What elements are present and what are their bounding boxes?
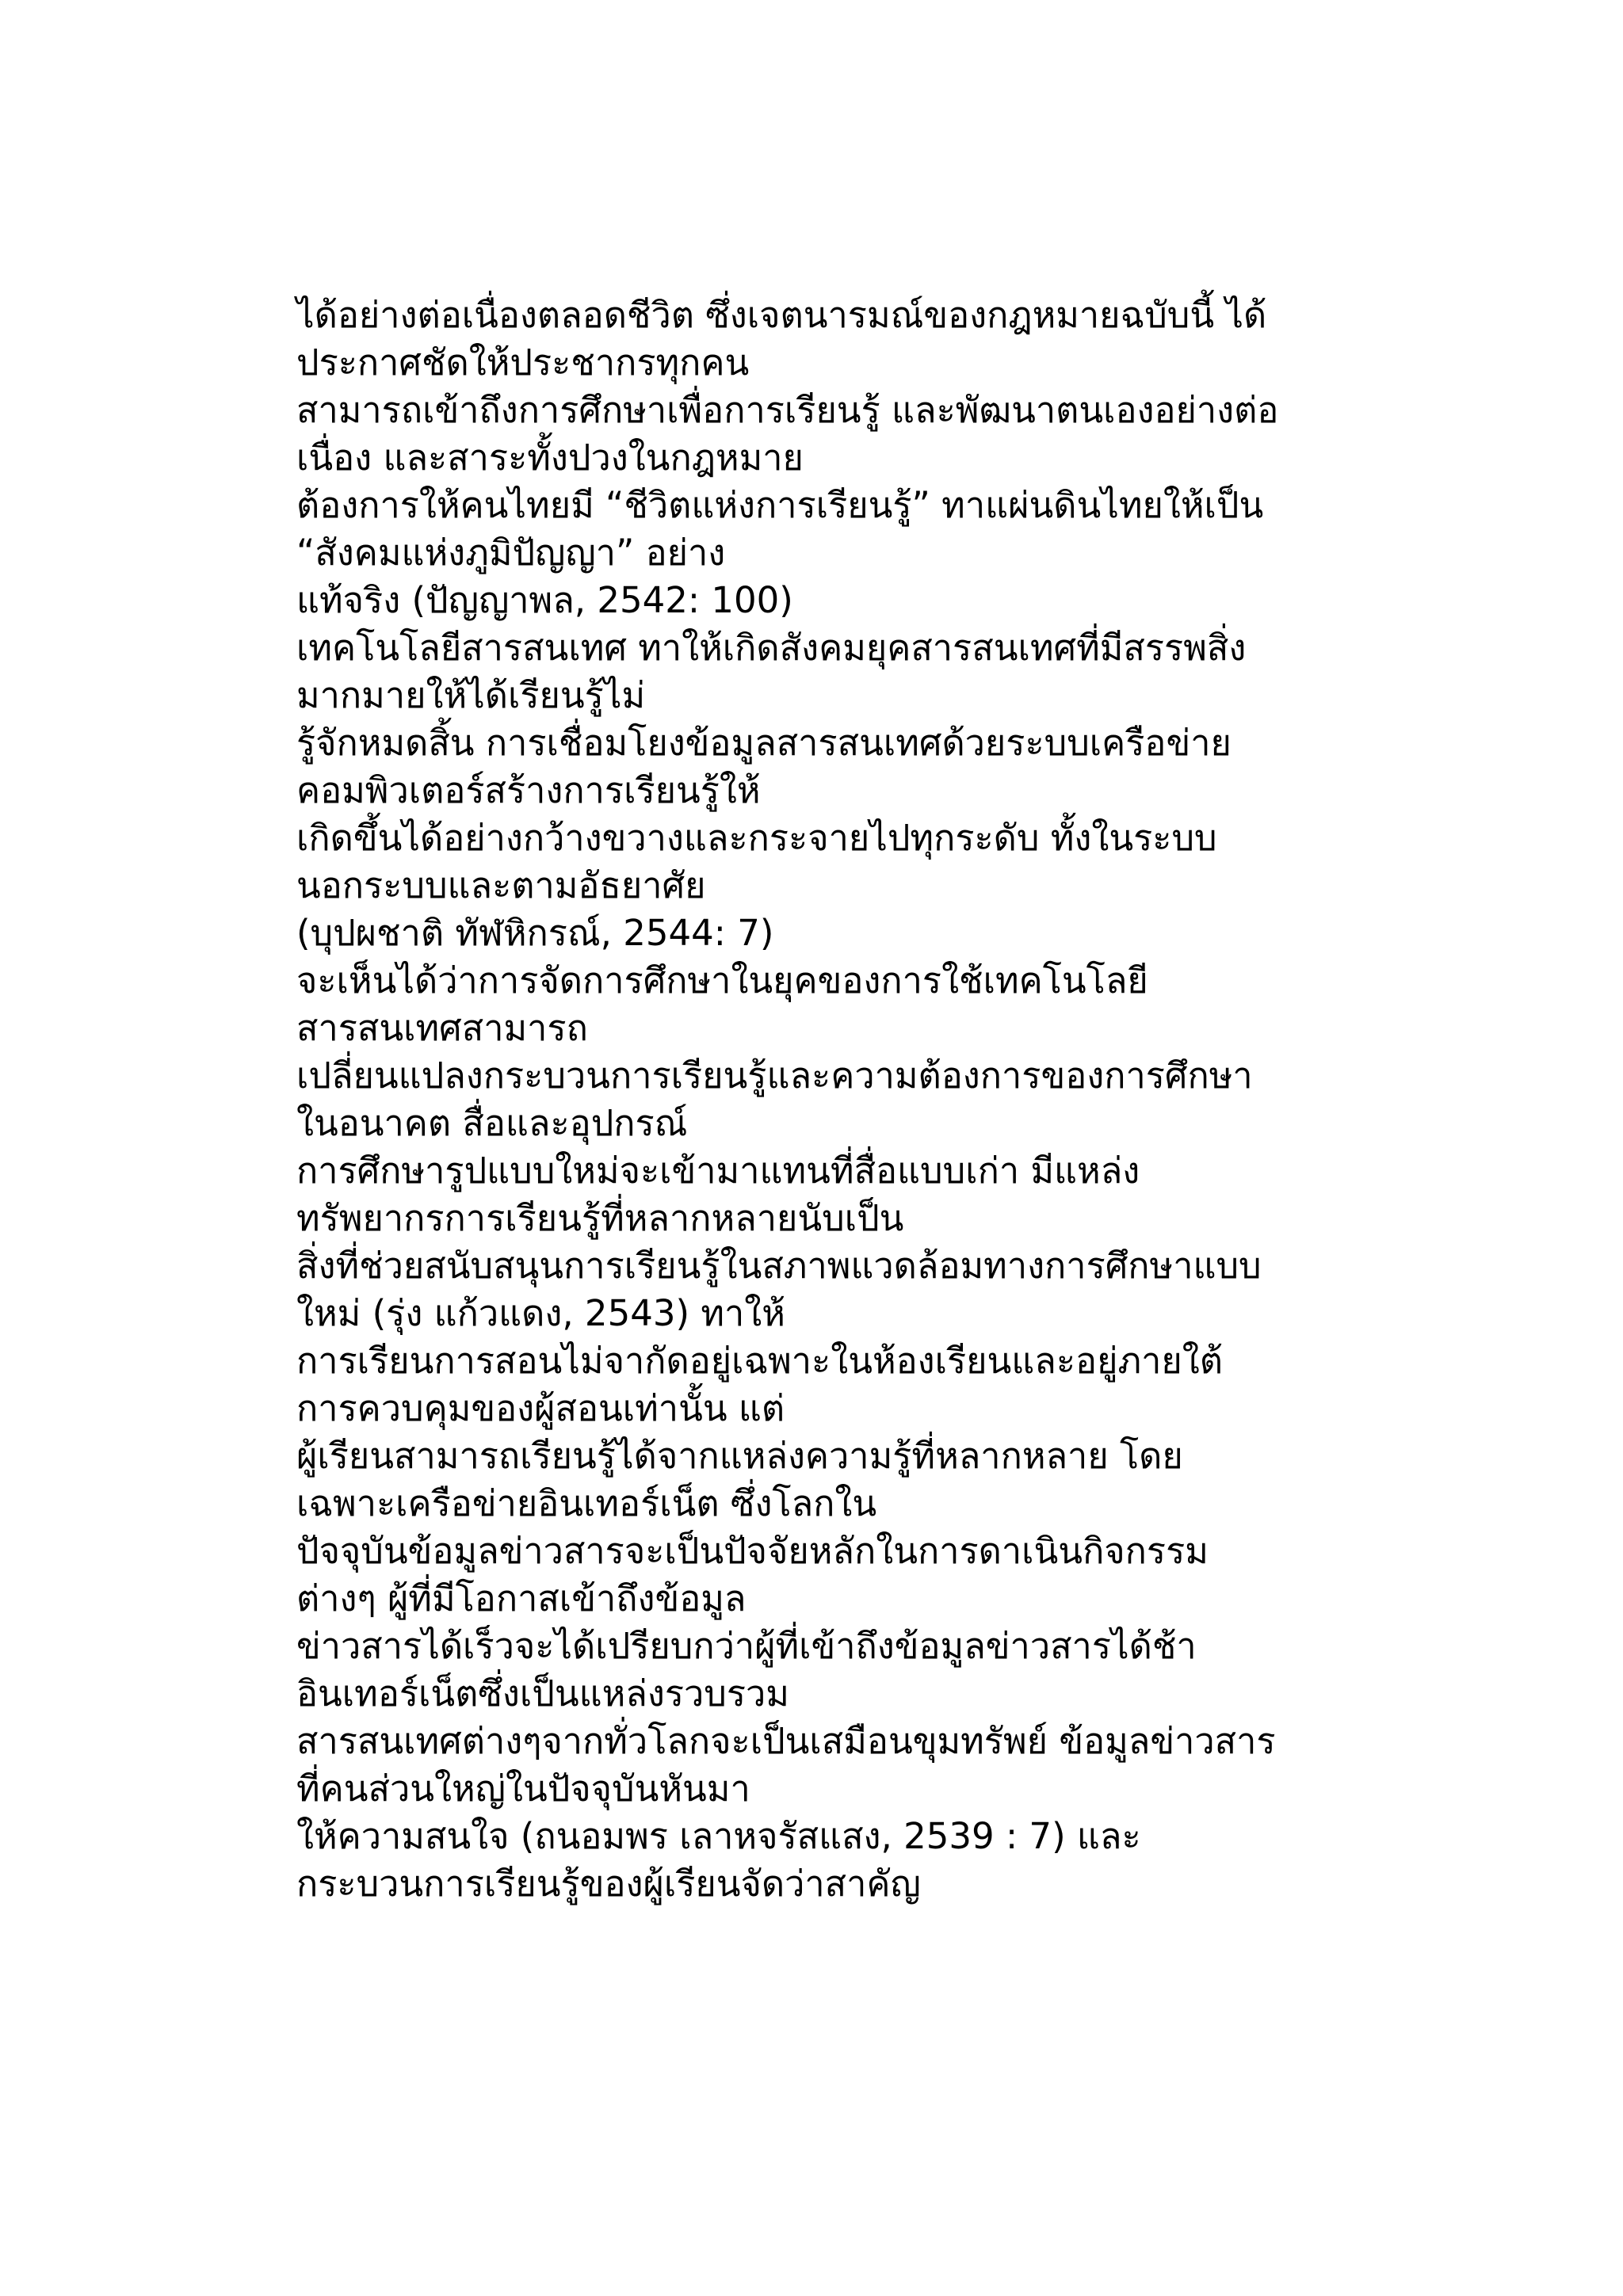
text-line-5: ต้องการให้คนไทยมี “ชีวิตแห่งการเรียนรู้” ทาแผ่นดินไทยให้เป็น	[296, 484, 1264, 526]
text-line-14: (บุปผชาติ ทัฬหิกรณ์, 2544: 7)	[296, 912, 774, 954]
text-line-25: ผู้เรียนสามารถเรียนรู้ได้จากแหล่งความรู้ที่หลากหลาย โดย	[296, 1435, 1183, 1477]
text-line-7: แท้จริง (ปัญญาพล, 2542: 100)	[296, 579, 793, 621]
text-line-30: อินเทอร์เน็ตซึ่งเป็นแหล่งรวบรวม	[296, 1672, 789, 1714]
text-line-21: สิ่งที่ช่วยสนับสนุนการเรียนรู้ในสภาพแวดล้อมทางการศึกษาแบบ	[296, 1245, 1262, 1287]
text-line-10: รู้จักหมดสิ้น การเชื่อมโยงข้อมูลสารสนเทศด้วยระบบเครือข่าย	[296, 722, 1232, 764]
text-line-9: มากมายให้ได้เรียนรู้ไม่	[296, 674, 646, 716]
text-line-26: เฉพาะเครือข่ายอินเทอร์เน็ต ซึ่งโลกใน	[296, 1482, 877, 1524]
text-line-6: “สังคมแห่งภูมิปัญญา” อย่าง	[296, 532, 726, 574]
text-line-4: เนื่อง และสาระทั้งปวงในกฎหมาย	[296, 437, 804, 479]
text-line-23: การเรียนการสอนไม่จากัดอยู่เฉพาะในห้องเรียนและอยู่ภายใต้	[296, 1340, 1223, 1382]
text-line-22: ใหม่ (รุ่ง แก้วแดง, 2543) ทาให้	[296, 1292, 785, 1334]
text-line-13: นอกระบบและตามอัธยาศัย	[296, 864, 706, 906]
text-line-15: จะเห็นได้ว่าการจัดการศึกษาในยุคของการใช้เทคโนโลยี	[296, 959, 1148, 1001]
text-line-29: ข่าวสารได้เร็วจะได้เปรียบกว่าผู้ที่เข้าถึงข้อมูลข่าวสารได้ช้า	[296, 1625, 1197, 1667]
text-line-16: สารสนเทศสามารถ	[296, 1007, 588, 1049]
text-line-1: ได้อย่างต่อเนื่องตลอดชีวิต ซึ่งเจตนารมณ์ของกฎหมายฉบับนี้ ได้	[296, 294, 1267, 336]
text-line-11: คอมพิวเตอร์สร้างการเรียนรู้ให้	[296, 769, 761, 811]
text-line-27: ปัจจุบันข้อมูลข่าวสารจะเป็นปัจจัยหลักในการดาเนินกิจกรรม	[296, 1530, 1209, 1572]
text-line-24: การควบคุมของผู้สอนเท่านั้น แต่	[296, 1387, 785, 1429]
text-line-33: ให้ความสนใจ (ถนอมพร เลาหจรัสแสง, 2539 : 7) และ	[296, 1815, 1141, 1857]
text-line-17: เปลี่ยนแปลงกระบวนการเรียนรู้และความต้องการของการศึกษา	[296, 1055, 1253, 1097]
body-text	[296, 292, 1438, 1908]
text-line-31: สารสนเทศต่างๆจากทั่วโลกจะเป็นเสมือนขุมทรัพย์ ข้อมูลข่าวสาร	[296, 1720, 1276, 1762]
text-line-3: สามารถเข้าถึงการศึกษาเพื่อการเรียนรู้ และพัฒนาตนเองอย่างต่อ	[296, 389, 1279, 431]
text-line-20: ทรัพยากรการเรียนรู้ที่หลากหลายนับเป็น	[296, 1197, 904, 1239]
text-line-12: เกิดขึ้นได้อย่างกว้างขวางและกระจายไปทุกระดับ ทั้งในระบบ	[296, 817, 1217, 859]
text-line-18: ในอนาคต สื่อและอุปกรณ์	[296, 1102, 688, 1144]
text-line-19: การศึกษารูปแบบใหม่จะเข้ามาแทนที่สื่อแบบเก่า มีแหล่ง	[296, 1150, 1140, 1192]
text-line-32: ที่คนส่วนใหญ่ในปัจจุบันหันมา	[296, 1768, 750, 1810]
text-line-8: เทคโนโลยีสารสนเทศ ทาให้เกิดสังคมยุคสารสนเทศที่มีสรรพสิ่ง	[296, 627, 1247, 669]
text-line-28: ต่างๆ ผู้ที่มีโอกาสเข้าถึงข้อมูล	[296, 1577, 747, 1619]
text-line-34: กระบวนการเรียนรู้ของผู้เรียนจัดว่าสาคัญ	[296, 1863, 921, 1905]
text-line-2: ประกาศชัดให้ประชากรทุกคน	[296, 341, 750, 383]
